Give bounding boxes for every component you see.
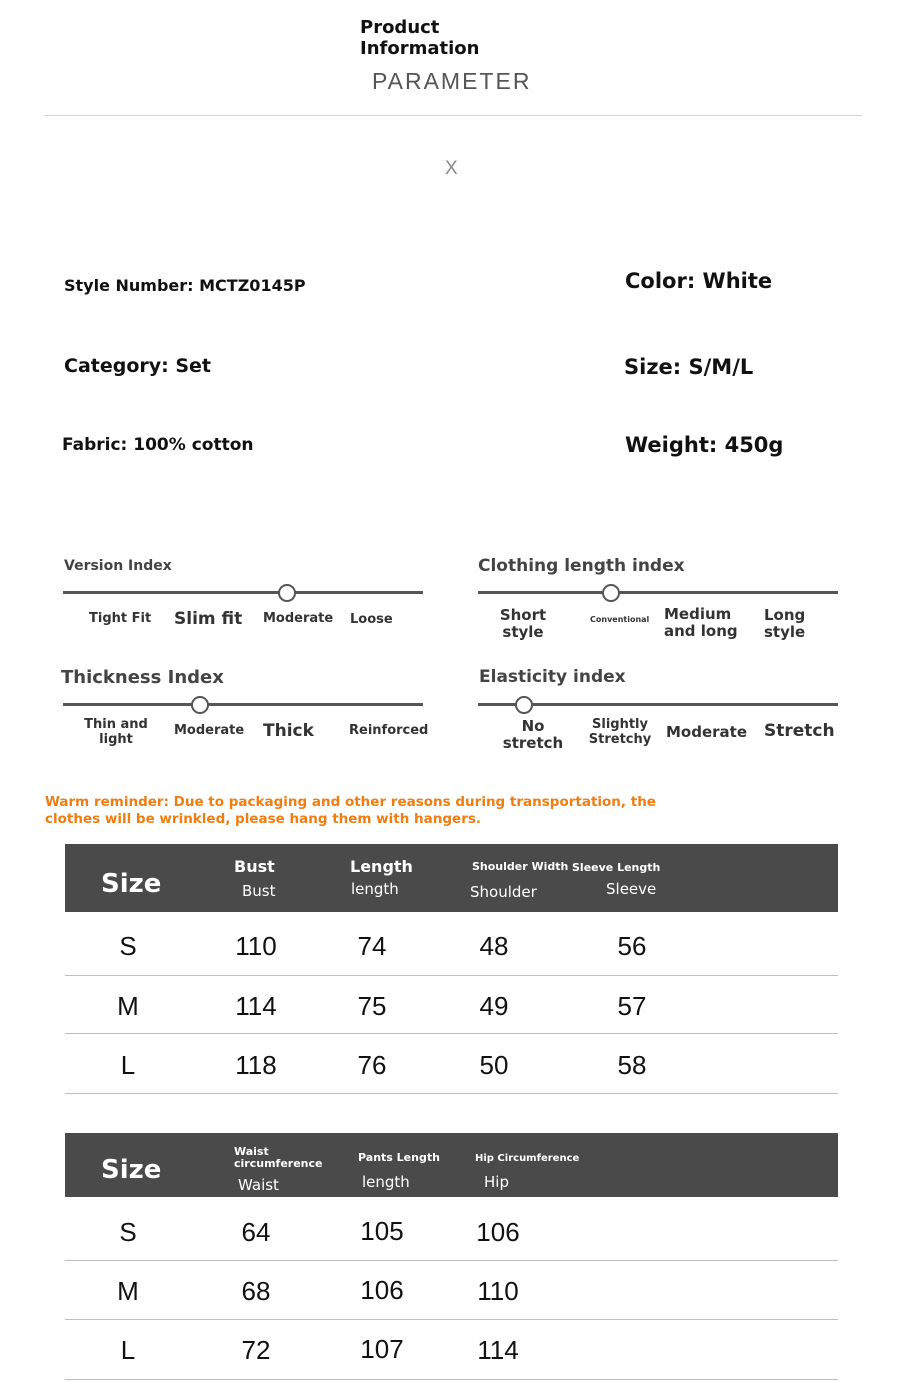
bottom-table-header	[65, 1133, 838, 1197]
thickness-option: Moderate	[174, 723, 245, 738]
table-cell: 106	[360, 1275, 404, 1305]
clothing-length-option: Long style	[764, 606, 806, 642]
header-sleeve-top: Sleeve Length	[572, 861, 661, 874]
version-option: Moderate	[263, 611, 334, 626]
table-cell: 72	[241, 1335, 271, 1365]
clothing-length-track	[478, 591, 838, 594]
header-hip-top: Hip Circumference	[475, 1153, 580, 1164]
table-cell: 110	[477, 1276, 519, 1306]
elasticity-option: No stretch	[502, 717, 564, 753]
row-divider	[65, 1319, 838, 1320]
table-cell: 110	[235, 931, 277, 961]
table-cell: S	[119, 1217, 137, 1247]
header-pants-length-top: Pants Length	[358, 1151, 440, 1164]
close-icon[interactable]: X	[445, 158, 458, 179]
table-cell: 58	[617, 1050, 647, 1080]
thickness-track	[63, 703, 423, 706]
table-cell: 56	[617, 931, 647, 961]
thickness-index-title: Thickness Index	[61, 667, 224, 688]
table-cell: S	[119, 931, 137, 961]
page-title: Product Information	[360, 17, 480, 59]
header-sleeve-sub: Sleeve	[606, 880, 657, 898]
thickness-option: Reinforced	[349, 723, 429, 738]
clothing-length-index-title: Clothing length index	[478, 556, 685, 576]
header-size-label: Size	[101, 869, 162, 899]
table-cell: 50	[479, 1050, 509, 1080]
header-pants-length-sub: length	[362, 1173, 410, 1191]
table-cell: 48	[479, 931, 509, 961]
table-cell: 49	[479, 991, 509, 1021]
clothing-length-option: Conventional	[590, 615, 650, 624]
table-cell: 118	[235, 1050, 277, 1080]
header-length-top: Length	[350, 857, 413, 876]
table-cell: 106	[476, 1217, 520, 1247]
weight-info: Weight: 450g	[625, 433, 784, 457]
header-bust-top: Bust	[234, 857, 275, 876]
table-cell: 114	[477, 1335, 519, 1365]
row-divider	[65, 975, 838, 976]
header-bust-sub: Bust	[242, 882, 276, 900]
elasticity-option: Stretch	[764, 721, 835, 741]
table-cell: 74	[357, 931, 387, 961]
elasticity-index-title: Elasticity index	[479, 667, 626, 687]
color-info: Color: White	[625, 269, 773, 293]
category-info: Category: Set	[64, 355, 212, 377]
table-cell: 107	[360, 1334, 404, 1364]
clothing-length-marker	[602, 584, 620, 602]
version-option: Tight Fit	[89, 611, 152, 626]
table-cell: 105	[360, 1216, 404, 1246]
row-divider	[65, 1093, 838, 1094]
style-number: Style Number: MCTZ0145P	[64, 276, 306, 295]
row-divider	[65, 1260, 838, 1261]
table-cell: M	[117, 1276, 139, 1306]
header-shoulder-sub: Shoulder	[470, 883, 537, 901]
version-index-title: Version Index	[64, 558, 172, 574]
header-size-label: Size	[101, 1155, 162, 1185]
size-info: Size: S/M/L	[624, 355, 754, 379]
table-cell: L	[120, 1335, 136, 1365]
elasticity-marker	[515, 696, 533, 714]
version-index-track	[63, 591, 423, 594]
table-cell: 64	[241, 1217, 271, 1247]
header-length-sub: length	[351, 880, 399, 898]
page-subtitle: PARAMETER	[372, 68, 532, 94]
table-cell: 76	[357, 1050, 387, 1080]
header-shoulder-top: Shoulder Width	[472, 860, 569, 873]
top-table-header	[65, 844, 838, 912]
warm-reminder: Warm reminder: Due to packaging and other reasons during transportation, the clothes will be wrinkled, please hang them with hangers.	[45, 794, 656, 827]
clothing-length-option: Short style	[499, 606, 547, 642]
version-option: Loose	[350, 612, 393, 627]
thickness-option: Thick	[263, 721, 314, 741]
table-cell: 114	[235, 991, 277, 1021]
table-cell: 75	[357, 991, 387, 1021]
row-divider	[65, 1033, 838, 1034]
elasticity-option: Slightly Stretchy	[588, 717, 652, 747]
elasticity-option: Moderate	[666, 723, 748, 741]
thickness-option: Thin and light	[84, 717, 148, 747]
table-cell: 57	[617, 991, 647, 1021]
header-waist-sub: Waist	[238, 1176, 279, 1194]
version-option: Slim fit	[174, 609, 243, 629]
table-cell: M	[117, 991, 139, 1021]
thickness-marker	[191, 696, 209, 714]
fabric-info: Fabric: 100% cotton	[62, 435, 254, 455]
version-index-marker	[278, 584, 296, 602]
header-waist-top: Waist circumference	[234, 1145, 323, 1170]
header-hip-sub: Hip	[484, 1173, 509, 1191]
table-cell: 68	[241, 1276, 271, 1306]
header-divider	[44, 115, 862, 116]
table-cell: L	[120, 1050, 136, 1080]
row-divider	[65, 1379, 838, 1380]
clothing-length-option: Medium and long	[664, 605, 738, 641]
